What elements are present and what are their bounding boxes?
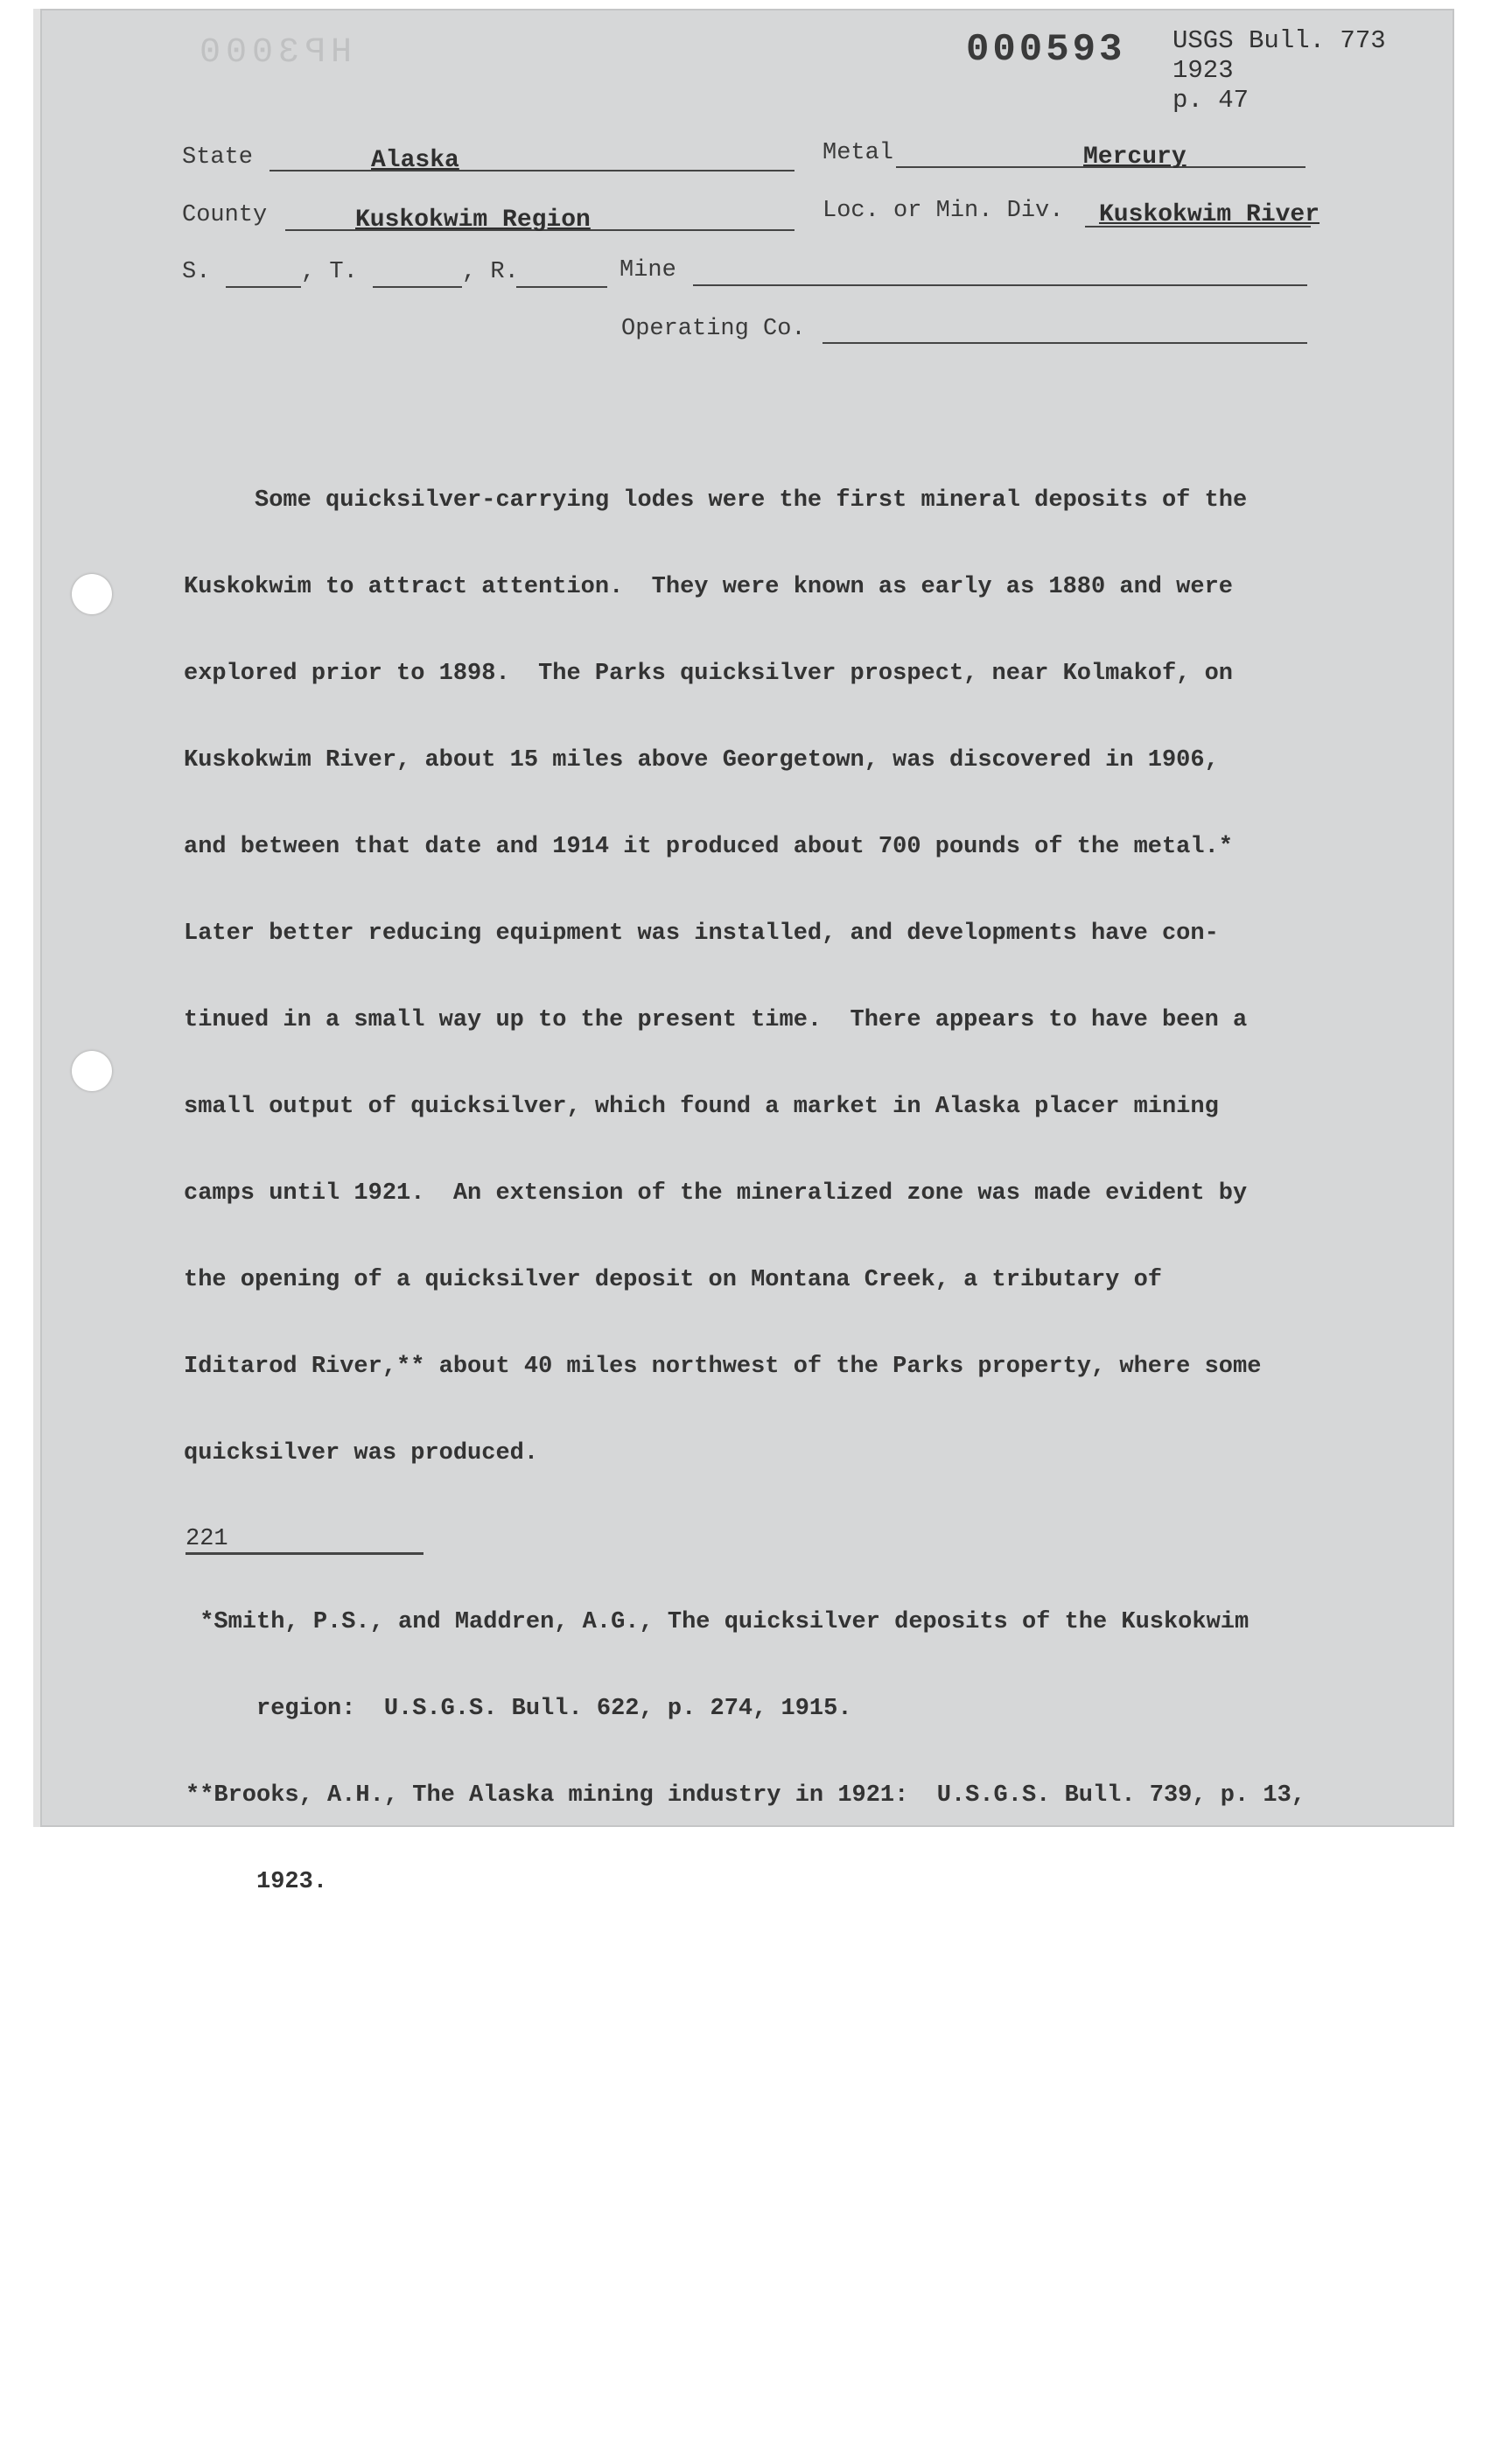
paragraph-line: small output of quicksilver, which found a market in Alaska placer mining bbox=[184, 1094, 1219, 1120]
township-label: , T. bbox=[301, 259, 358, 285]
paragraph-line: explored prior to 1898. The Parks quicksilver prospect, near Kolmakof, on bbox=[184, 661, 1233, 687]
township-field bbox=[373, 260, 462, 288]
metal-label: Metal bbox=[822, 140, 894, 166]
document-number: 000593 bbox=[966, 28, 1126, 72]
state-field bbox=[270, 144, 794, 172]
reference-bulletin: USGS Bull. 773 bbox=[1172, 26, 1386, 55]
footnote-list bbox=[186, 1550, 1446, 1926]
footnote-line: region: U.S.G.S. Bull. 622, p. 274, 1915. bbox=[186, 1696, 852, 1722]
paragraph-line: Kuskokwim to attract attention. They were known as early as 1880 and were bbox=[184, 574, 1233, 600]
mine-field bbox=[693, 258, 1307, 286]
state-label: State bbox=[182, 144, 254, 171]
paragraph-line: tinued in a small way up to the present time. There appears to have been a bbox=[184, 1007, 1248, 1033]
range-field bbox=[516, 260, 607, 288]
paragraph-line: Iditarod River,** about 40 miles northwest of the Parks property, where some bbox=[184, 1354, 1262, 1380]
footnote-line: **Brooks, A.H., The Alaska mining industry in 1921: U.S.G.S. Bull. 739, p. 13, bbox=[186, 1782, 1306, 1809]
faint-stamp-number: HP3000 bbox=[194, 33, 353, 73]
paragraph-line: quicksilver was produced. bbox=[184, 1440, 539, 1466]
reference-page: p. 47 bbox=[1172, 86, 1250, 115]
paragraph-line: Later better reducing equipment was installed, and developments have con- bbox=[184, 920, 1219, 947]
operating-co-field bbox=[822, 316, 1307, 344]
footnote-marker: 221 bbox=[186, 1526, 228, 1552]
punch-hole-bottom bbox=[72, 1051, 112, 1091]
paragraph-line: Kuskokwim River, about 15 miles above Georgetown, was discovered in 1906, bbox=[184, 747, 1219, 774]
footnote-line: *Smith, P.S., and Maddren, A.G., The quicksilver deposits of the Kuskokwim bbox=[186, 1609, 1250, 1635]
county-label: County bbox=[182, 202, 268, 228]
body-paragraph bbox=[184, 429, 1321, 1497]
paragraph-line: camps until 1921. An extension of the mineralized zone was made evident by bbox=[184, 1180, 1248, 1207]
paragraph-line: and between that date and 1914 it produced about 700 pounds of the metal.* bbox=[184, 834, 1233, 860]
county-value: Kuskokwim Region bbox=[355, 206, 591, 234]
range-label: , R. bbox=[462, 259, 519, 285]
section-label: S. bbox=[182, 259, 211, 285]
metal-value: Mercury bbox=[1083, 144, 1186, 171]
operating-co-label: Operating Co. bbox=[621, 316, 806, 342]
punch-hole-top bbox=[72, 574, 112, 614]
state-value: Alaska bbox=[371, 147, 459, 174]
location-label: Loc. or Min. Div. bbox=[822, 198, 1064, 224]
footnote-line: 1923. bbox=[186, 1869, 328, 1895]
paragraph-line: the opening of a quicksilver deposit on Montana Creek, a tributary of bbox=[184, 1267, 1162, 1293]
location-value: Kuskokwim River bbox=[1099, 201, 1320, 228]
section-field bbox=[226, 260, 301, 288]
mine-label: Mine bbox=[620, 257, 676, 284]
reference-year: 1923 bbox=[1172, 56, 1234, 85]
paragraph-line: Some quicksilver-carrying lodes were the first mineral deposits of the bbox=[184, 487, 1248, 514]
